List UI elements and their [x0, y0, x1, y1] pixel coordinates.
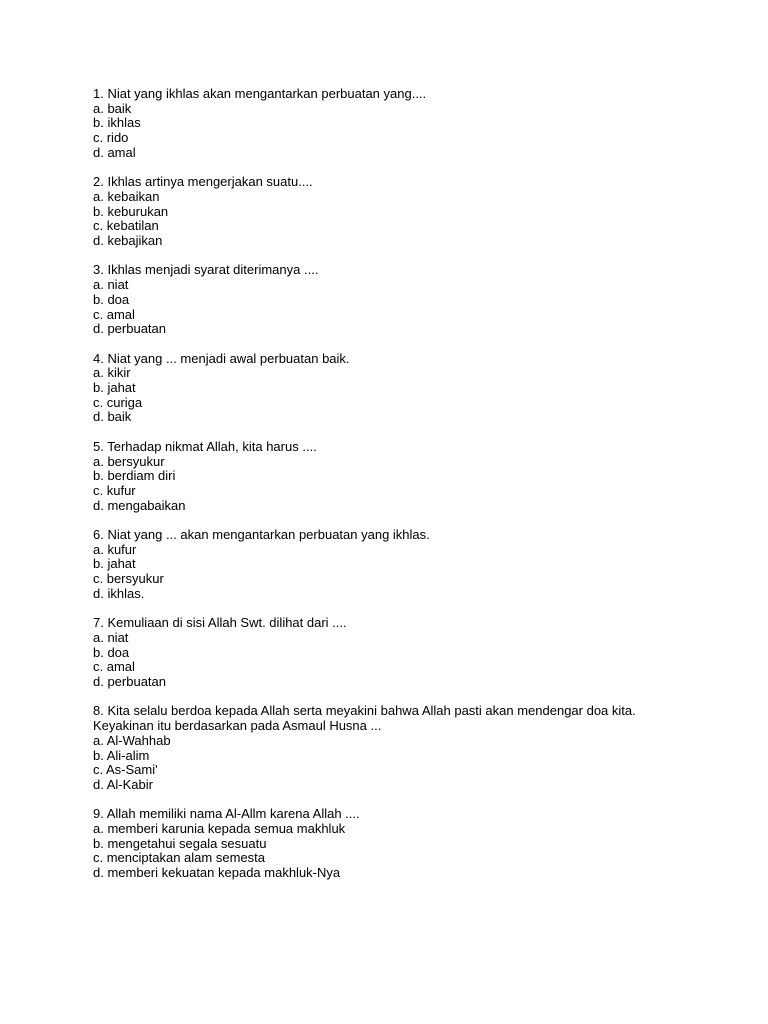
question-9: [93, 807, 733, 881]
question-text: 2. Ikhlas artinya mengerjakan suatu....: [93, 174, 313, 190]
answer-option: b. doa: [93, 644, 130, 660]
quiz-page: [93, 87, 733, 896]
question-text: 5. Terhadap nikmat Allah, kita harus ....: [93, 438, 317, 454]
question-text: Keyakinan itu berdasarkan pada Asmaul Husna ...: [93, 718, 382, 734]
answer-option: d. ikhlas.: [93, 585, 145, 601]
answer-option: d. perbuatan: [93, 321, 167, 337]
answer-option: a. kikir: [93, 365, 131, 381]
answer-option: d. Al-Kabir: [93, 776, 153, 792]
answer-option: c. amal: [93, 659, 135, 675]
answer-option: b. mengetahui segala sesuatu: [93, 835, 267, 851]
question-7: [93, 616, 733, 690]
question-text: 3. Ikhlas menjadi syarat diterimanya ....: [93, 262, 319, 278]
answer-option: b. berdiam diri: [93, 468, 176, 484]
question-8: [93, 704, 733, 792]
question-1: [93, 87, 733, 161]
answer-option: a. baik: [93, 100, 132, 116]
answer-option: c. rido: [93, 130, 129, 146]
answer-option: d. baik: [93, 409, 132, 425]
answer-option: a. memberi karunia kepada semua makhluk: [93, 821, 346, 837]
answer-option: d. memberi kekuatan kepada makhluk-Nya: [93, 865, 341, 881]
question-6: [93, 528, 733, 602]
question-3: [93, 263, 733, 337]
answer-option: d. mengabaikan: [93, 497, 186, 513]
answer-option: d. kebajikan: [93, 233, 163, 249]
question-text: 8. Kita selalu berdoa kepada Allah serta meyakini bahwa Allah pasti akan mendengar doa kita.: [93, 703, 636, 719]
question-text: 4. Niat yang ... menjadi awal perbuatan baik.: [93, 350, 350, 366]
answer-option: a. Al-Wahhab: [93, 732, 171, 748]
question-5: [93, 440, 733, 514]
question-4: [93, 352, 733, 426]
answer-option: c. kufur: [93, 482, 136, 498]
question-text: 1. Niat yang ikhlas akan mengantarkan perbuatan yang....: [93, 86, 427, 101]
answer-option: a. niat: [93, 277, 129, 293]
answer-option: b. doa: [93, 291, 130, 307]
answer-option: c. kebatilan: [93, 218, 159, 234]
answer-option: c. As-Sami': [93, 762, 158, 778]
answer-option: a. kufur: [93, 541, 137, 557]
answer-option: c. curiga: [93, 394, 143, 410]
question-2: [93, 175, 733, 249]
question-text: 6. Niat yang ... akan mengantarkan perbuatan yang ikhlas.: [93, 527, 430, 543]
answer-option: c. bersyukur: [93, 571, 164, 587]
answer-option: a. bersyukur: [93, 453, 165, 469]
answer-option: b. keburukan: [93, 203, 169, 219]
answer-option: b. jahat: [93, 556, 136, 572]
answer-option: b. jahat: [93, 380, 136, 396]
answer-option: d. perbuatan: [93, 674, 167, 690]
answer-option: d. amal: [93, 144, 136, 160]
question-text: 7. Kemuliaan di sisi Allah Swt. dilihat dari ....: [93, 615, 347, 631]
answer-option: a. kebaikan: [93, 188, 160, 204]
question-text: 9. Allah memiliki nama Al-Allm karena Allah ....: [93, 806, 360, 822]
answer-option: b. Ali-alim: [93, 747, 150, 763]
answer-option: b. ikhlas: [93, 115, 141, 131]
answer-option: c. menciptakan alam semesta: [93, 850, 265, 866]
answer-option: a. niat: [93, 629, 129, 645]
answer-option: c. amal: [93, 306, 135, 322]
